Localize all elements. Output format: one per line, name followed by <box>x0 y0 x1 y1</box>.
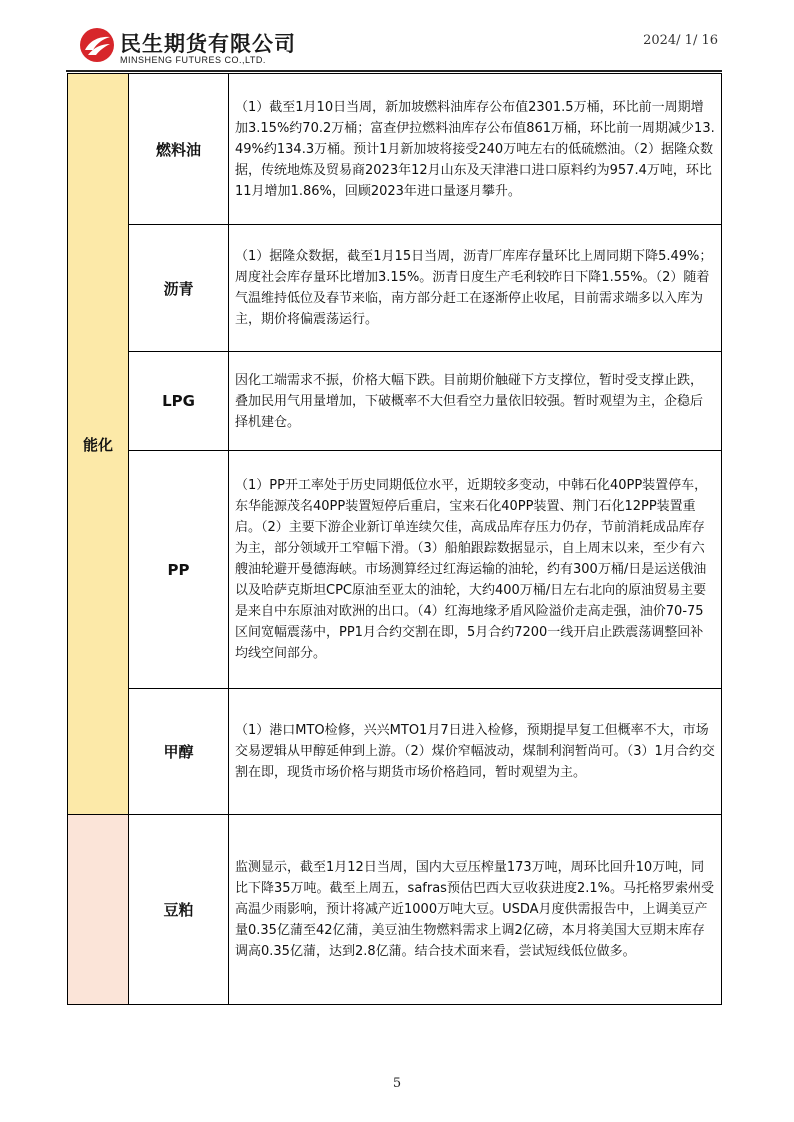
product-cell: 豆粕 <box>129 815 229 1005</box>
page-number: 5 <box>392 1076 402 1091</box>
commentary-table <box>67 73 722 1005</box>
table-row <box>68 74 722 225</box>
table-row <box>68 815 722 1005</box>
category-cell: 能化 <box>68 74 129 815</box>
table-row <box>68 451 722 689</box>
table-row <box>68 352 722 451</box>
product-cell: 甲醇 <box>129 689 229 815</box>
commentary-cell: （1）截至1月10日当周，新加坡燃料油库存公布值2301.5万桶，环比前一周期增加3.15%约70.2万桶；富查伊拉燃料油库存公布值861万桶，环比前一周期减少13.49%约134.3万桶。预计1月新加坡将接受240万吨左右的低硫燃油。（2）据隆众数据，传统地炼及贸易商2023年12月山东及天津港口进口原料约为957.4万吨，环比11月增加1.86%，回顾2023年进口量逐月攀升。 <box>229 74 722 225</box>
company-name-en: MINSHENG FUTURES CO.,LTD. <box>120 55 266 65</box>
product-cell: PP <box>129 451 229 689</box>
header-rule <box>66 70 722 72</box>
commentary-cell: （1）PP开工率处于历史同期低位水平，近期较多变动，中韩石化40PP装置停车，东华能源茂名40PP装置短停后重启，宝来石化40PP装置、荆门石化12PP装置重启。（2）主要下游企业新订单连续欠佳，高成品库存压力仍存，节前消耗成品库存为主，部分领域开工窄幅下滑。（3）船舶跟踪数据显示，自上周末以来，至少有六艘油轮避开曼德海峡。市场测算经过红海运输的油轮，约有300万桶/日是运送俄油以及哈萨克斯坦CPC原油至亚太的油轮，大约400万桶/日左右北向的原油贸易主要是来自中东原油对欧洲的出口。（4）红海地缘矛盾风险溢价走高走强，油价70-75区间宽幅震荡中，PP1月合约交割在即，5月合约7200一线开启止跌震荡调整回补均线空间部分。 <box>229 451 722 689</box>
category-cell <box>68 815 129 1005</box>
minsheng-logo-icon <box>78 26 116 64</box>
product-cell: LPG <box>129 352 229 451</box>
commentary-cell: （1）港口MTO检修，兴兴MTO1月7日进入检修，预期提早复工但概率不大，市场交易逻辑从甲醇延伸到上游。（2）煤价窄幅波动，煤制利润暂尚可。（3）1月合约交割在即，现货市场价格与期货市场价格趋同，暂时观望为主。 <box>229 689 722 815</box>
commentary-cell: 监测显示，截至1月12日当周，国内大豆压榨量173万吨，周环比回升10万吨，同比下降35万吨。截至上周五，safras预估巴西大豆收获进度2.1%。马托格罗索州受高温少雨影响，预计将减产近1000万吨大豆。USDA月度供需报告中，上调美豆产量0.35亿蒲至42亿蒲，美豆油生物燃料需求上调2亿磅，本月将美国大豆期末库存调高0.35亿蒲，达到2.8亿蒲。结合技术面来看，尝试短线低位做多。 <box>229 815 722 1005</box>
product-cell: 燃料油 <box>129 74 229 225</box>
table-row <box>68 689 722 815</box>
product-cell: 沥青 <box>129 225 229 352</box>
page-header <box>0 0 794 72</box>
commentary-cell: （1）据隆众数据，截至1月15日当周，沥青厂库库存量环比上周同期下降5.49%；周度社会库存量环比增加3.15%。沥青日度生产毛利较昨日下降1.55%。（2）随着气温维持低位及春节来临，南方部分赶工在逐渐停止收尾，目前需求端多以入库为主，期价将偏震荡运行。 <box>229 225 722 352</box>
commentary-cell: 因化工端需求不振，价格大幅下跌。目前期价触碰下方支撑位，暂时受支撑止跌，叠加民用气用量增加，下破概率不大但看空力量依旧较强。暂时观望为主，企稳后择机建仓。 <box>229 352 722 451</box>
report-date: 2024/ 1/ 16 <box>643 33 718 48</box>
table-row <box>68 225 722 352</box>
company-name-cn: 民生期货有限公司 <box>120 32 296 56</box>
company-logo <box>78 26 318 70</box>
